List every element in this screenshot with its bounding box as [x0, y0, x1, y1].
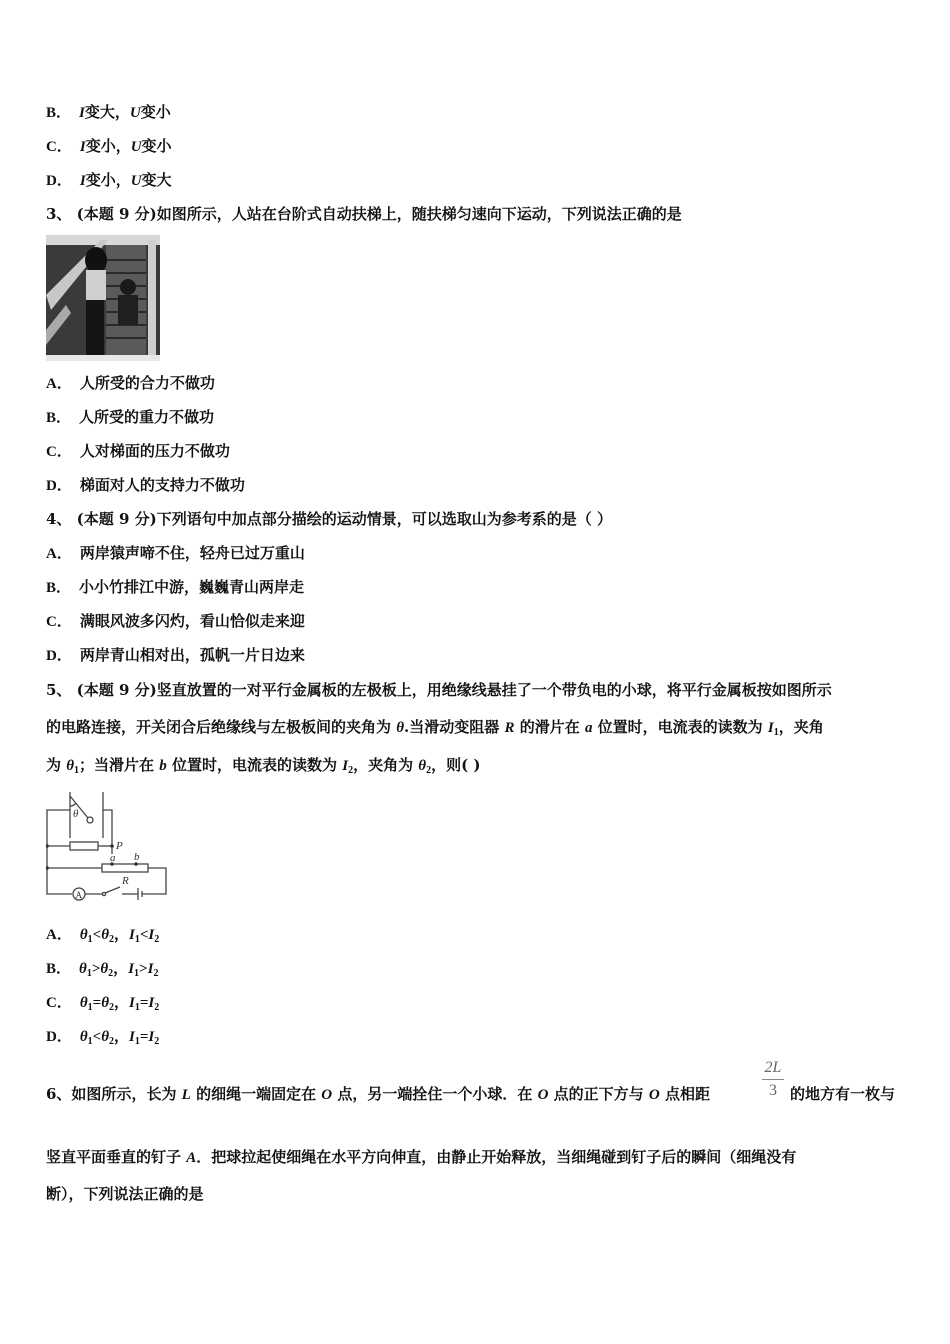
q5-option-b: B． $\theta_1>\theta_2$，$I_1>I_2$ [46, 959, 159, 979]
fraction-2L-over-3: 2L 3 [760, 1058, 786, 1101]
q5-option-d: D． $\theta_1<\theta_2$，$I_1=I_2$ [46, 1027, 160, 1047]
q6-stem-line1-tail: 的地方有一枚与 [790, 1085, 896, 1103]
q3-stem: 3、 (本题 9 分)如图所示，人站在台阶式自动扶梯上，随扶梯匀速向下运动，下列说法正确的是 [46, 205, 682, 223]
q5-option-a: A． $\theta_1<\theta_2$，$I_1<I_2$ [46, 925, 160, 945]
q6-stem-line2: 竖直平面垂直的钉子 A．把球拉起使细绳在水平方向伸直，由静止开始释放，当细绳碰到钉子后的瞬间（细绳没有 [46, 1148, 797, 1166]
q3-option-b: B． 人所受的重力不做功 [46, 408, 215, 426]
svg-text:R: R [122, 875, 129, 887]
q6-stem-line3: 断），下列说法正确的是 [46, 1185, 204, 1203]
escalator-photo [46, 235, 160, 361]
q4-option-d: D． 两岸青山相对出，孤帆一片日边来 [46, 646, 305, 664]
circuit-diagram [46, 788, 182, 906]
q5-stem-line3: 为 $\theta_1$；当滑片在 b 位置时，电流表的读数为 $I_2$，夹角为 $\theta_2$，则( ) [46, 756, 481, 776]
svg-text:A: A [75, 890, 82, 900]
q4-option-a: A． 两岸猿声啼不住，轻舟已过万重山 [46, 544, 305, 562]
q3-option-d: D． 梯面对人的支持力不做功 [46, 476, 245, 494]
q4-option-b: B． 小小竹排江中游，巍巍青山两岸走 [46, 578, 305, 596]
q5-option-c: C． $\theta_1=\theta_2$，$I_1=I_2$ [46, 993, 160, 1013]
svg-text:b: b [134, 851, 140, 863]
q2-option-d: D． I变小，U变大 [46, 171, 172, 189]
q5-stem-line2: 的电路连接，开关闭合后绝缘线与左极板间的夹角为 θ.当滑动变阻器 R 的滑片在 a 位置时，电流表的读数为 $I_1$，夹角 [46, 718, 824, 738]
svg-text:P: P [116, 840, 123, 852]
q4-option-c: C． 满眼风波多闪灼，看山恰似走来迎 [46, 612, 305, 630]
q2-option-b: B． I变大，U变小 [46, 103, 171, 121]
q3-option-a: A． 人所受的合力不做功 [46, 374, 215, 392]
svg-text:θ: θ [73, 808, 79, 820]
q2-option-c: C． I变小，U变小 [46, 137, 172, 155]
q5-stem-line1: 5、 (本题 9 分)竖直放置的一对平行金属板的左极板上，用绝缘线悬挂了一个带负电的小球，将平行金属板按如图所示 [46, 681, 832, 699]
svg-text:a: a [110, 852, 116, 864]
q3-option-c: C． 人对梯面的压力不做功 [46, 442, 230, 460]
fraction-bar [762, 1079, 784, 1080]
q4-stem: 4、 (本题 9 分)下列语句中加点部分描绘的运动情景，可以选取山为参考系的是（ ） [46, 510, 612, 528]
q6-stem-line1: 6、如图所示，长为 L 的细绳一端固定在 O 点，另一端拴住一个小球．在 O 点的正下方与 O 点相距 [46, 1085, 710, 1103]
